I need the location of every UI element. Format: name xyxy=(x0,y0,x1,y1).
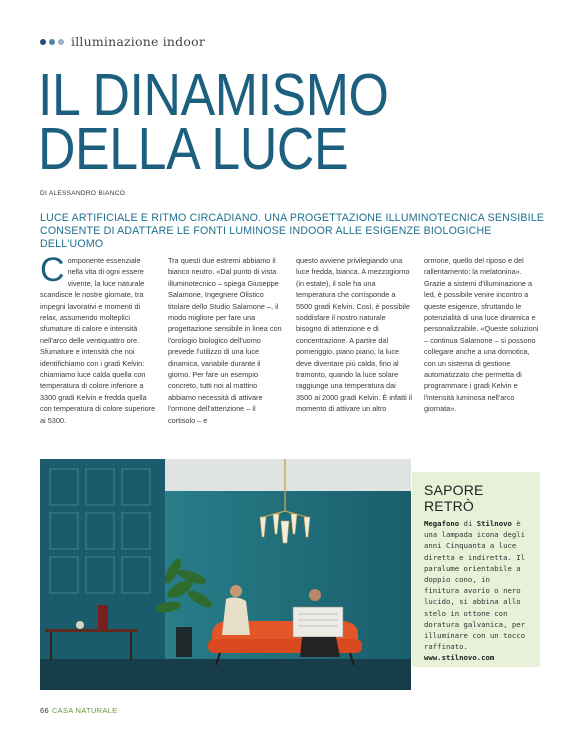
body-column-1 xyxy=(40,251,156,445)
sidebar-title: SAPORE RETRÒ xyxy=(424,482,484,514)
interior-illustration xyxy=(40,459,411,690)
title-line-1: IL DINAMISMO xyxy=(38,62,389,128)
body-text: omponente essenziale nella vita di ogni essere vivente, la luce naturale scandisce le nostre giornate, tra impegni lavorativi e momenti di relax, assumendo molteplici sfumature di calore e intensità nell'arco delle ventiquattro ore. Sfumature e intensità che noi identifichiamo con i gradi Kelvin: chiamiamo luce calda quella con temperatura di colore inferiore a 3300 gradi Kelvin e fredda quella con temperatura di colore superiore ai 5300. xyxy=(40,256,156,425)
magazine-name: CASA NATURALE xyxy=(51,706,118,715)
article-title xyxy=(38,62,389,182)
page-footer xyxy=(40,706,117,715)
brand-name: Stilnovo xyxy=(476,519,512,528)
title-line-2: DELLA LUCE xyxy=(38,116,349,182)
lead-line-2: CONSENTE DI ADATTARE LE FONTI LUMINOSE INDOOR ALLE ESIGENZE BIOLOGICHE DELL'UOMO xyxy=(40,225,492,250)
page-number: 66 xyxy=(40,706,49,715)
connector-text: di xyxy=(459,519,477,528)
product-description: è una lampada icona degli anni Cinquanta a luce diretta e indiretta. Il paralume orientabile a doppio cono, in finitura avorio o nero lucido, si abbina allo stelo in ottone con doratura galvanica, per illuminare con un tocco raffinato. xyxy=(424,519,526,652)
section-tag xyxy=(40,34,205,49)
body-column-3: questo avviene privilegiando una luce fredda, bianca. A mezzogiorno (in estate), il sole ha una temperatura che corrisponde a 5500 gradi Kelvin. Così, è possibile soddisfare il nostro naturale bisogno di attenzione e di concentrazione. A partire dal pomeriggio, piano piano, la luce deve diventare più calda, fino al tramonto, quando la luce solare raggiunge una temperatura dai 3500 ai 2000 gradi Kelvin. È infatti il momento di attivare un altro xyxy=(296,256,413,414)
dot-icon xyxy=(40,39,46,45)
drop-cap: C xyxy=(40,251,65,289)
body-columns xyxy=(40,251,540,445)
sidebar-text xyxy=(424,518,528,652)
brand-url[interactable]: www.stilnovo.com xyxy=(424,653,495,663)
section-label: illuminazione indoor xyxy=(71,34,206,49)
body-column-2: Tra questi due estremi abbiamo il bianco neutro. «Dal punto di vista illuminotecnico – spiega Giuseppe Salamone, Ingegnere Olistico titolare dello Studio Salamone –, il modo migliore per fare una progettazione sensibile in linea con l'orologio biologico dell'uomo prevede l'utilizzo di una luce dinamica, variabile durante il giorno. Per fare un esempio concreto, tutti noi al mattino abbiamo necessità di attivare l'ormone dell'attenzione – il cortisolo – e xyxy=(168,256,282,425)
product-name: Megafono xyxy=(424,519,460,528)
dot-icon xyxy=(49,39,55,45)
byline: DI ALESSANDRO BIANCO xyxy=(40,190,126,197)
dot-icon xyxy=(58,39,64,45)
lead-line-1: LUCE ARTIFICIALE E RITMO CIRCADIANO. UNA PROGETTAZIONE ILLUMINOTECNICA SENSIBILE xyxy=(40,212,545,224)
interior-photo xyxy=(40,459,411,690)
product-sidebar xyxy=(412,472,540,667)
body-column-4: ormone, quello del riposo e del rallentamento: la melatonina». Grazie a sistemi d'illuminazione a led, è possibile venire incontro a queste esigenze, sfruttando le potenzialità di una luce dinamica e personalizzabile. «Queste soluzioni – continua Salamone – si possono collegare anche a una domotica, con un sistema di gestione automatizzato che permetta di programmare i gradi Kelvin e l'intensità luminosa nell'arco giornata». xyxy=(424,256,539,414)
lead-paragraph xyxy=(40,212,550,251)
